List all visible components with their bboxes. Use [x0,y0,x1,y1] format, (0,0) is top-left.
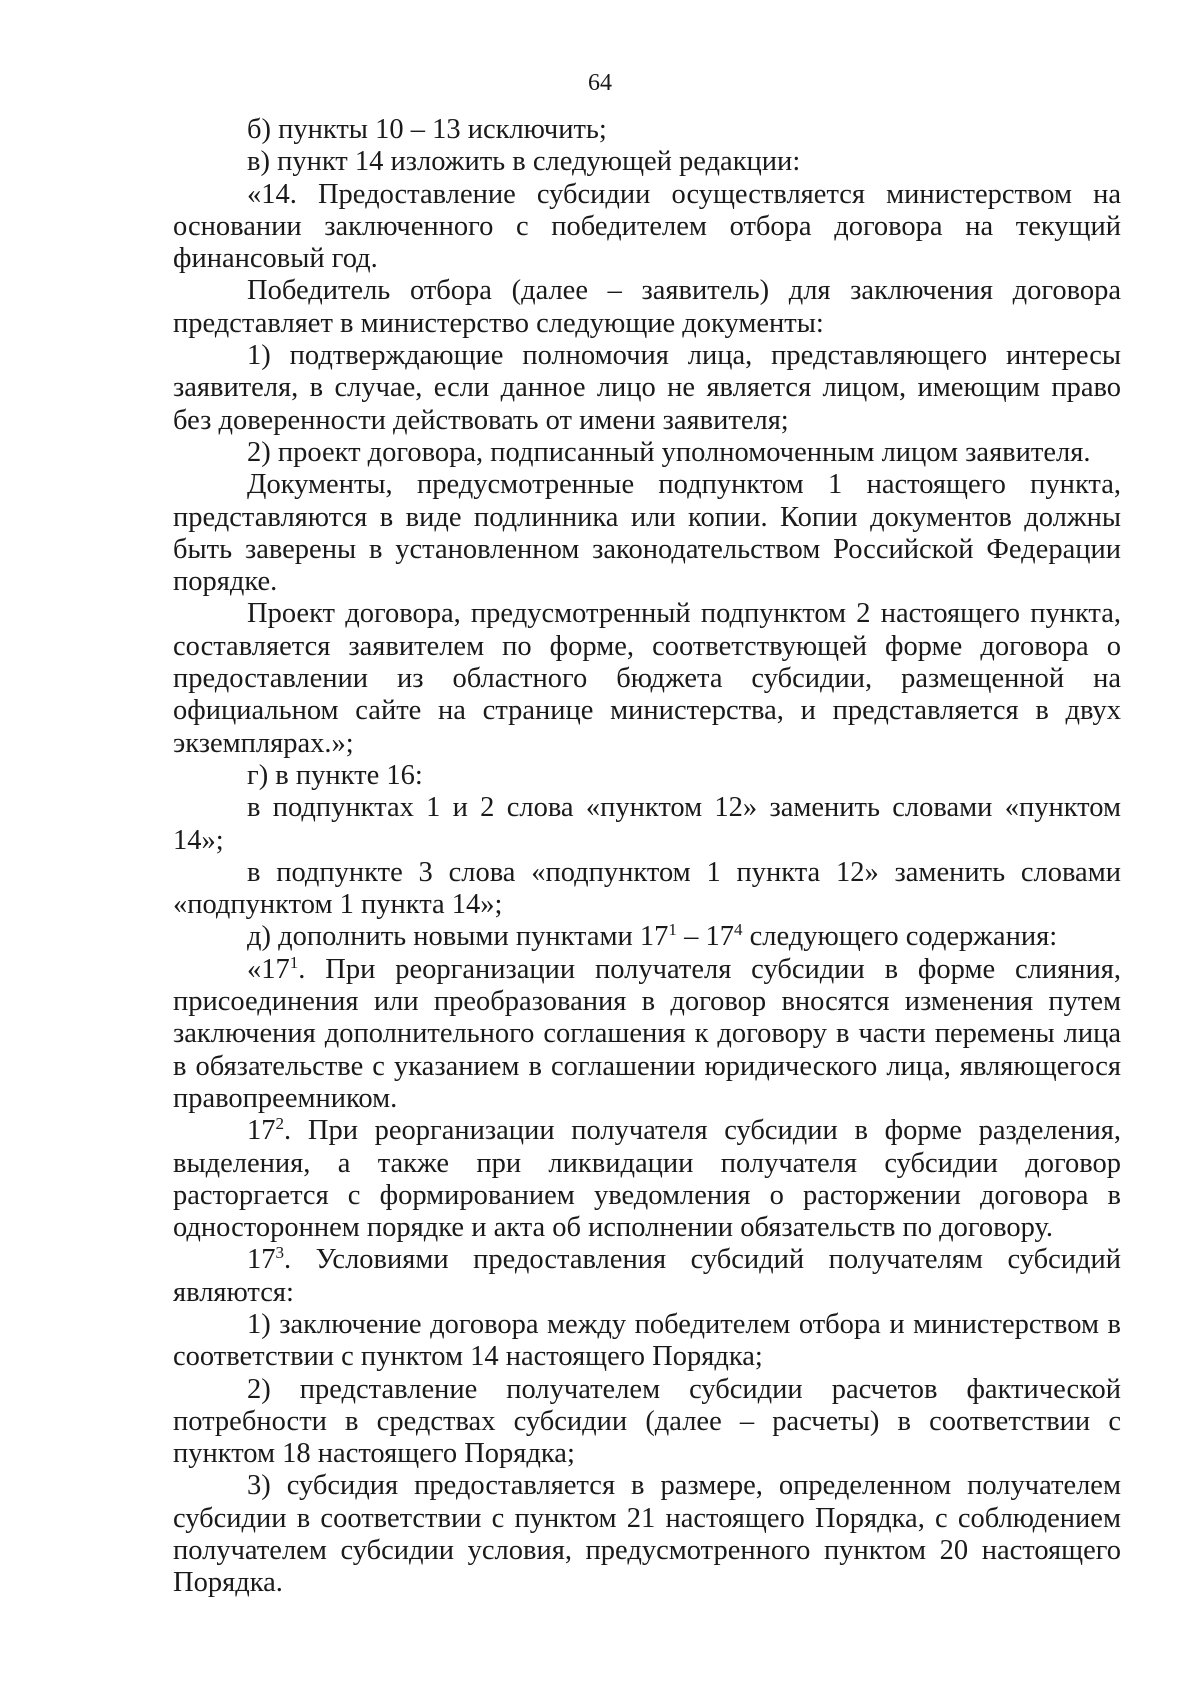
text-run: . При реорганизации получателя субсидии в форме разделения, выделения, а также при ликвидации получателя субсидии договор расторгается с формированием уведомления о расторжении договора в одностороннем порядке и акта об исполнении обязательств по договору. [173,1115,1121,1244]
text-run: 17 [247,1115,276,1147]
paragraph: г) в пункте 16: [247,759,423,791]
paragraph: 1) подтверждающие полномочия лица, представляющего интересы заявителя, в случае, если данное лицо не является лицом, имеющим право без доверенности действовать от имени заявителя; [173,340,1121,436]
text-run: «17 [247,953,290,985]
text-run: . При реорганизации получателя субсидии в форме слияния, присоединения или преобразования в договор вносятся изменения путем заключения дополнительного соглашения к договору в части перемены лица в обязательстве с указанием в соглашении юридического лица, являющегося правопреемником. [173,953,1121,1114]
text-run: . Условиями предоставления субсидий получателям субсидий являются: [173,1244,1121,1308]
paragraph: Проект договора, предусмотренный подпунктом 2 настоящего пункта, составляется заявителем по форме, соответствующей форме договора о предоставлении из областного бюджета субсидии, размещенной на официальном сайте на странице министерства, и представляется в двух экземплярах.»; [173,598,1121,759]
page-number: 64 [588,70,612,96]
paragraph [173,921,1121,953]
paragraph: 2) проект договора, подписанный уполномоченным лицом заявителя. [247,436,1091,468]
paragraph [173,1115,1121,1244]
superscript: 2 [275,1113,285,1133]
paragraph: в) пункт 14 изложить в следующей редакции: [247,146,801,178]
paragraph [173,1244,1121,1309]
paragraph: «14. Предоставление субсидии осуществляется министерством на основании заключенного с победителем отбора договора на текущий финансовый год. [173,178,1121,275]
document-body [173,114,1121,1600]
paragraph: 3) субсидия предоставляется в размере, определенном получателем субсидии в соответствии с пунктом 21 настоящего Порядка, с соблюдением получателем субсидии условия, предусмотренного пунктом 20 настоящего Порядка. [173,1470,1121,1599]
paragraph: в подпункте 3 слова «подпунктом 1 пункта 12» заменить словами «подпунктом 1 пункта 14»; [173,856,1121,921]
superscript: 4 [733,920,743,940]
paragraph: б) пункты 10 – 13 исключить; [247,114,607,145]
superscript: 1 [289,952,299,972]
paragraph: Победитель отбора (далее – заявитель) для заключения договора представляет в министерство следующие документы: [173,275,1121,339]
paragraph: 1) заключение договора между победителем отбора и министерством в соответствии с пунктом 14 настоящего Порядка; [173,1308,1121,1373]
text-run: следующего содержания: [742,921,1058,953]
paragraph: 2) представление получателем субсидии расчетов фактической потребности в средствах субсидии (далее – расчеты) в соответствии с пунктом 18 настоящего Порядка; [173,1373,1121,1470]
paragraph [173,954,1121,1115]
paragraph: в подпунктах 1 и 2 слова «пунктом 12» заменить словами «пунктом 14»; [173,792,1121,856]
text-run: д) дополнить новыми пунктами 17 [247,921,669,953]
superscript: 3 [275,1243,285,1263]
superscript: 1 [668,920,677,940]
text-run: – 17 [676,921,734,953]
paragraph: Документы, предусмотренные подпунктом 1 настоящего пункта, представляются в виде подлинника или копии. Копии документов должны быть заверены в установленном законодательством Российской Федерации порядке. [173,469,1121,598]
text-run: 17 [247,1244,276,1276]
